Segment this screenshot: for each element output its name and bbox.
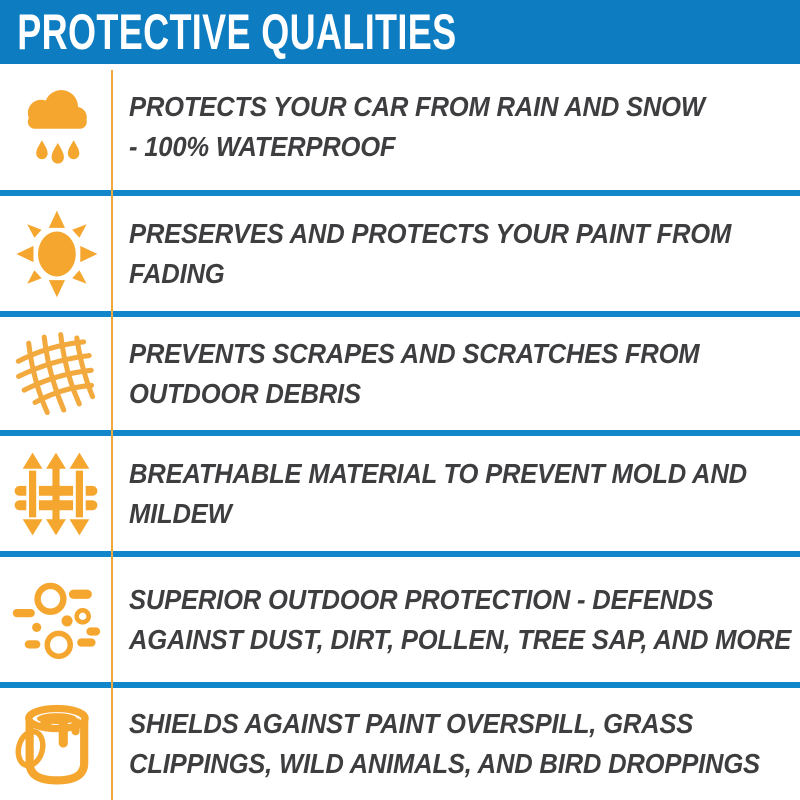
feature-line: PRESERVES AND PROTECTS YOUR PAINT FROM <box>129 217 732 249</box>
feature-line: SHIELDS AGAINST PAINT OVERSPILL, GRASS <box>129 708 694 739</box>
feature-text-scratches <box>112 334 800 414</box>
feature-line: FADING <box>129 257 225 289</box>
dust-particles-icon <box>0 574 112 666</box>
page-title: PROTECTIVE QUALITIES <box>17 4 457 60</box>
feature-line: MILDEW <box>129 497 232 529</box>
rain-cloud-icon <box>0 79 112 175</box>
feature-text-waterproof <box>112 87 800 167</box>
feature-line: AGAINST DUST, DIRT, POLLEN, TREE SAP, AND MORE <box>129 623 792 655</box>
feature-row-waterproof <box>0 64 800 190</box>
feature-row-shields <box>0 688 800 800</box>
feature-line: BREATHABLE MATERIAL TO PREVENT MOLD AND <box>129 457 747 489</box>
header-banner <box>0 0 800 64</box>
feature-line: PROTECTS YOUR CAR FROM RAIN AND SNOW <box>129 91 705 122</box>
feature-line: - 100% WATERPROOF <box>129 131 396 162</box>
feature-row-outdoor-protection <box>0 557 800 682</box>
feature-list <box>0 64 800 800</box>
feature-row-scratches <box>0 317 800 430</box>
feature-line: PREVENTS SCRAPES AND SCRATCHES FROM <box>129 337 700 369</box>
feature-text-outdoor-protection <box>112 580 800 660</box>
breathable-weave-icon <box>0 448 112 540</box>
vertical-accent-line <box>111 70 113 800</box>
feature-line: OUTDOOR DEBRIS <box>129 377 361 409</box>
feature-text-breathable <box>112 454 800 534</box>
sun-icon <box>0 207 112 301</box>
mesh-net-icon <box>0 328 112 420</box>
feature-text-shields <box>112 704 800 784</box>
feature-line: CLIPPINGS, WILD ANIMALS, AND BIRD DROPPINGS <box>129 748 760 779</box>
feature-row-breathable <box>0 436 800 551</box>
feature-line: SUPERIOR OUTDOOR PROTECTION - DEFENDS <box>129 583 714 615</box>
feature-row-fading <box>0 196 800 311</box>
paint-can-icon <box>0 692 112 796</box>
feature-text-fading <box>112 214 800 294</box>
